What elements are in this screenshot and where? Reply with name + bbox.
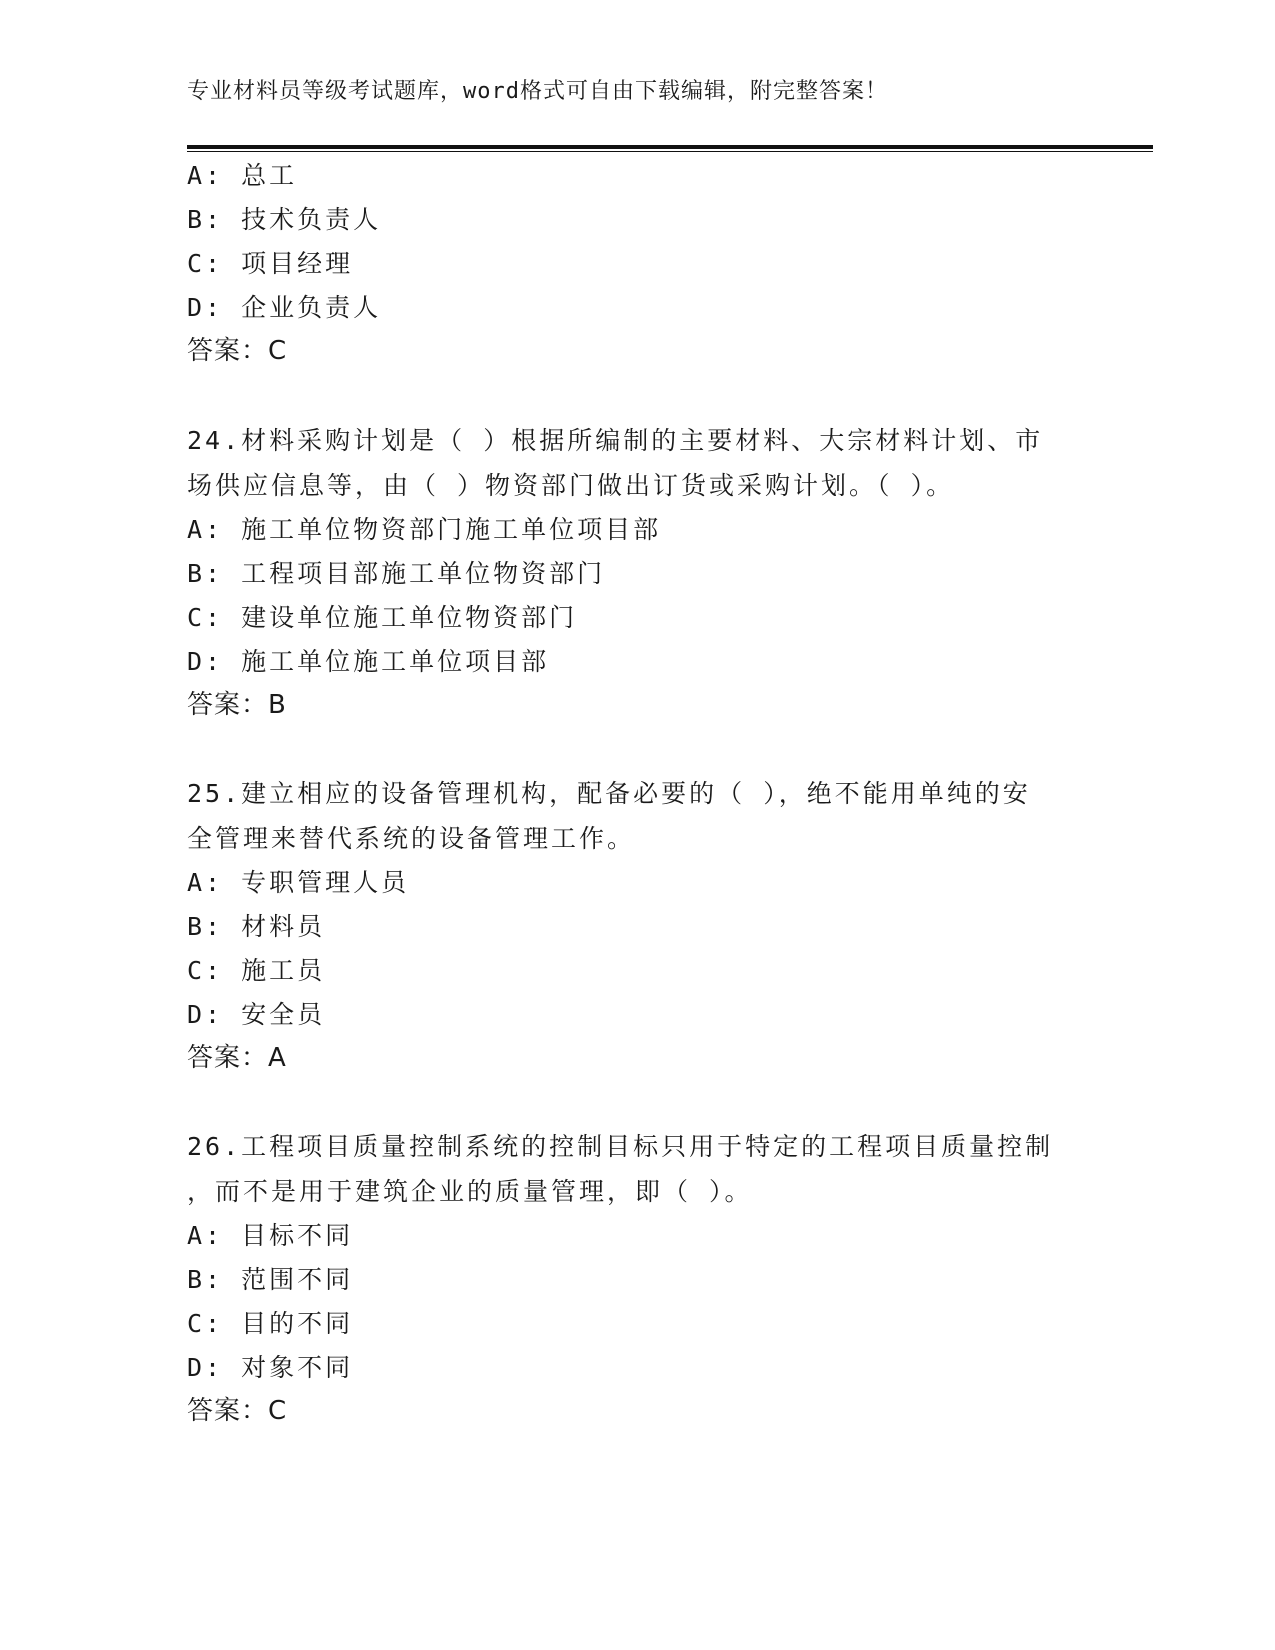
- answer-label: 答案：B: [187, 690, 287, 720]
- question-stem-line: 全管理来替代系统的设备管理工作。: [187, 824, 636, 853]
- option-d: D: 对象不同: [187, 1353, 354, 1382]
- question-stem-line: 24.材料采购计划是（ ）根据所编制的主要材料、大宗材料计划、市: [187, 426, 1044, 455]
- answer-label: 答案：C: [187, 336, 288, 366]
- question-stem-line: 25.建立相应的设备管理机构，配备必要的（ ），绝不能用单纯的安: [187, 779, 1031, 808]
- option-b: B: 范围不同: [187, 1265, 354, 1294]
- question-stem-line: 场供应信息等，由（ ）物资部门做出订货或采购计划。（ ）。: [187, 471, 955, 500]
- question-stem-line: ，而不是用于建筑企业的质量管理，即（ ）。: [187, 1177, 753, 1206]
- answer-label: 答案：A: [187, 1043, 287, 1073]
- option-b: B: 技术负责人: [187, 205, 382, 234]
- option-d: D: 施工单位施工单位项目部: [187, 647, 550, 676]
- option-c: C: 建设单位施工单位物资部门: [187, 603, 578, 632]
- option-d: D: 安全员: [187, 1000, 326, 1029]
- header-divider-thin: [187, 151, 1153, 152]
- option-a: A: 目标不同: [187, 1221, 354, 1250]
- answer-label: 答案：C: [187, 1396, 288, 1426]
- option-a: A: 施工单位物资部门施工单位项目部: [187, 515, 662, 544]
- option-b: B: 材料员: [187, 912, 326, 941]
- option-c: C: 施工员: [187, 956, 326, 985]
- option-c: C: 目的不同: [187, 1309, 354, 1338]
- option-b: B: 工程项目部施工单位物资部门: [187, 559, 606, 588]
- header-divider-thick: [187, 145, 1153, 149]
- question-stem-line: 26.工程项目质量控制系统的控制目标只用于特定的工程项目质量控制: [187, 1132, 1054, 1161]
- option-a: A: 总工: [187, 161, 298, 190]
- option-a: A: 专职管理人员: [187, 868, 410, 897]
- option-c: C: 项目经理: [187, 249, 354, 278]
- page-header: 专业材料员等级考试题库，word格式可自由下载编辑，附完整答案！: [187, 79, 888, 104]
- header-divider: [187, 145, 1153, 153]
- option-d: D: 企业负责人: [187, 293, 382, 322]
